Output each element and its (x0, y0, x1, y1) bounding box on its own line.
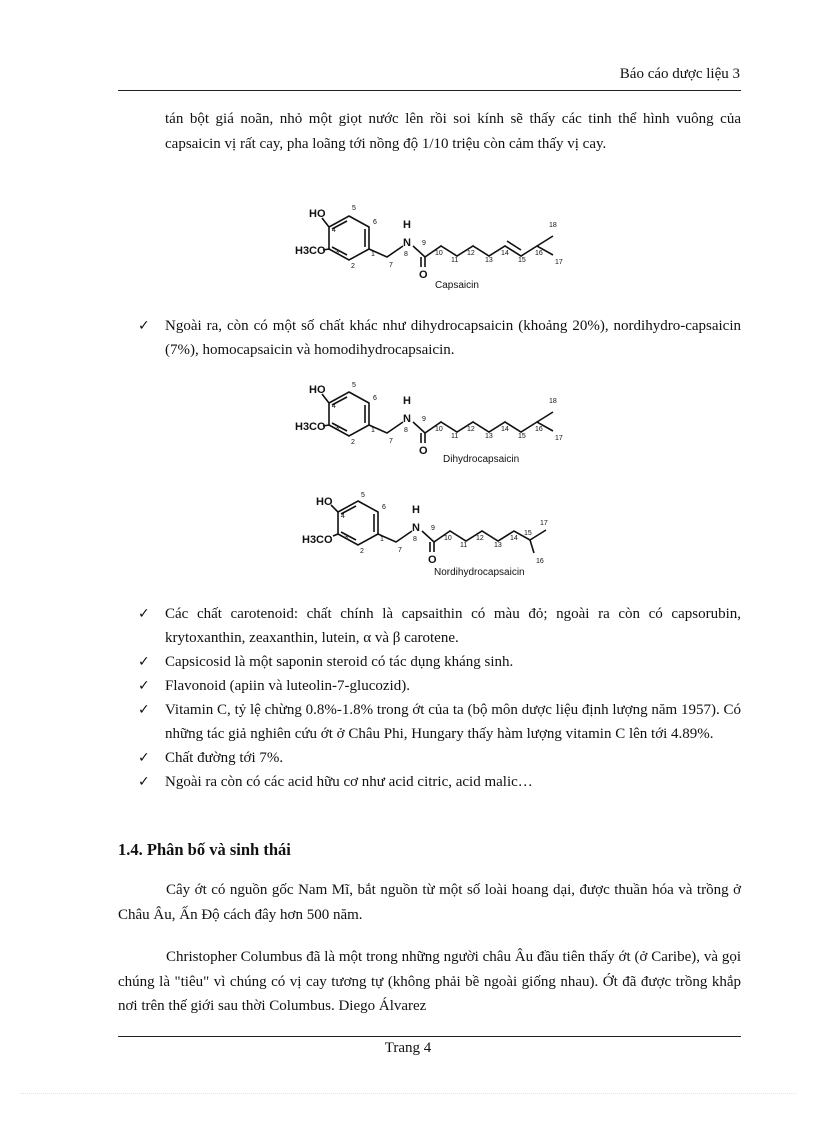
atom-number: 5 (361, 492, 365, 499)
list-item: ✓ Chất đường tới 7%. (138, 746, 741, 770)
atom-number: 9 (422, 416, 426, 423)
nh-n-label: N (403, 237, 411, 249)
h3co-label: H3CO (295, 245, 326, 257)
atom-number: 17 (555, 435, 563, 442)
atom-number: 14 (501, 426, 509, 433)
bullet-list-top (138, 314, 741, 362)
atom-number: 15 (518, 257, 526, 264)
atom-number: 18 (549, 398, 557, 405)
atom-number: 7 (389, 438, 393, 445)
atom-number: 10 (435, 250, 443, 257)
section-paragraph: Christopher Columbus đã là một trong những người châu Âu đầu tiên thấy ớt (ở Caribe), và gọi chúng là "tiêu" vì chúng có vị cay tương tự (không phải bề ngoài giống nhau). Ớt đã được trồng khắp nơi trên thế giới sau thời Columbus. Diego Álvarez (118, 949, 741, 1014)
atom-number: 2 (360, 548, 364, 555)
atom-number: 9 (431, 525, 435, 532)
atom-number: 6 (373, 395, 377, 402)
atom-number: 13 (485, 433, 493, 440)
bullet-list-bottom (138, 602, 741, 794)
atom-number: 13 (494, 542, 502, 549)
structure-caption: Capsaicin (435, 280, 479, 291)
atom-number: 17 (540, 520, 548, 527)
atom-number: 12 (467, 426, 475, 433)
atom-number: 3 (335, 249, 339, 256)
header-rule (118, 90, 741, 91)
atom-number: 4 (332, 227, 336, 234)
check-icon: ✓ (138, 606, 150, 622)
footer-rule (118, 1036, 741, 1037)
atom-number: 5 (352, 382, 356, 389)
atom-number: 14 (510, 535, 518, 542)
atom-number: 14 (501, 250, 509, 257)
atom-number: 17 (555, 259, 563, 266)
h3co-label: H3CO (295, 421, 326, 433)
nh-n-label: N (412, 522, 420, 534)
atom-number: 16 (536, 558, 544, 565)
atom-number: 15 (518, 433, 526, 440)
nh-h-label: H (403, 395, 411, 407)
list-item: ✓ Flavonoid (apiin và luteolin-7-glucozid). (138, 674, 741, 698)
check-icon: ✓ (138, 678, 150, 694)
atom-number: 15 (524, 530, 532, 537)
list-item: ✓ Capsicosid là một saponin steroid có tác dụng kháng sinh. (138, 650, 741, 674)
atom-number: 2 (351, 439, 355, 446)
atom-number: 3 (344, 534, 348, 541)
page-number: Trang 4 (384, 1040, 432, 1056)
carbonyl-o-label: O (428, 554, 437, 566)
dihydrocapsaicin-structure (295, 382, 595, 466)
section-paragraph: Cây ớt có nguồn gốc Nam Mĩ, bắt nguồn từ một số loài hoang dại, được thuần hóa và trồng ở Châu Âu, Ấn Độ cách đây hơn 500 năm. (118, 882, 741, 923)
list-item: ✓ Ngoài ra còn có các acid hữu cơ như acid citric, acid malic… (138, 770, 741, 794)
carbonyl-o-label: O (419, 445, 428, 457)
ho-label: HO (309, 208, 326, 220)
check-icon: ✓ (138, 774, 150, 790)
atom-number: 9 (422, 240, 426, 247)
atom-number: 3 (335, 425, 339, 432)
nh-h-label: H (412, 504, 420, 516)
atom-number: 12 (467, 250, 475, 257)
atom-number: 4 (332, 403, 336, 410)
check-icon: ✓ (138, 750, 150, 766)
atom-number: 1 (371, 251, 375, 258)
h3co-label: H3CO (302, 534, 333, 546)
atom-number: 7 (389, 262, 393, 269)
atom-number: 8 (404, 427, 408, 434)
structure-caption: Nordihydrocapsaicin (434, 567, 525, 577)
list-item: ✓ Vitamin C, tỷ lệ chừng 0.8%-1.8% trong ớt của ta (bộ môn dược liệu định lượng năm 1957). Có những tác giả nghiên cứu ớt ở Châu Phi, Hungary thấy hàm lượng vitamin C lên tới 4.89%. (138, 698, 741, 746)
page-edge-dots (20, 1093, 796, 1094)
list-item: ✓ Ngoài ra, còn có một số chất khác như dihydrocapsaicin (khoảng 20%), nordihydro-capsaicin (7%), homocapsaicin và homodihydrocapsaicin. (138, 314, 741, 362)
atom-number: 11 (451, 257, 459, 264)
atom-number: 11 (451, 433, 459, 440)
atom-number: 18 (549, 222, 557, 229)
atom-number: 2 (351, 263, 355, 270)
nh-n-label: N (403, 413, 411, 425)
carbonyl-o-label: O (419, 269, 428, 281)
ho-label: HO (309, 384, 326, 396)
header-title: Báo cáo dược liệu 3 (619, 66, 740, 82)
atom-number: 6 (382, 504, 386, 511)
atom-number: 1 (380, 536, 384, 543)
atom-number: 11 (460, 542, 468, 549)
check-icon: ✓ (138, 654, 150, 670)
atom-number: 12 (476, 535, 484, 542)
section-heading: 1.4. Phân bố và sinh thái (118, 840, 291, 859)
atom-number: 7 (398, 547, 402, 554)
atom-number: 10 (435, 426, 443, 433)
check-icon: ✓ (138, 318, 150, 334)
nordihydrocapsaicin-structure (300, 491, 590, 577)
nh-h-label: H (403, 219, 411, 231)
ho-label: HO (316, 496, 333, 508)
atom-number: 13 (485, 257, 493, 264)
atom-number: 16 (535, 250, 543, 257)
intro-paragraph: tán bột giá noãn, nhỏ một giọt nước lên rồi soi kính sẽ thấy các tinh thể hình vuông của capsaicin vị rất cay, pha loãng tới nồng độ 1/10 triệu còn cảm thấy vị cay. (165, 111, 741, 152)
atom-number: 1 (371, 427, 375, 434)
list-item: ✓ Các chất carotenoid: chất chính là capsaithin có màu đỏ; ngoài ra còn có capsorubin, krytoxanthin, zeaxanthin, lutein, α và β carotene. (138, 602, 741, 650)
atom-number: 8 (404, 251, 408, 258)
atom-number: 5 (352, 205, 356, 212)
atom-number: 4 (341, 513, 345, 520)
capsaicin-structure (295, 200, 595, 292)
atom-number: 10 (444, 535, 452, 542)
check-icon: ✓ (138, 702, 150, 718)
atom-number: 8 (413, 536, 417, 543)
atom-number: 16 (535, 426, 543, 433)
atom-number: 6 (373, 219, 377, 226)
structure-caption: Dihydrocapsaicin (443, 454, 520, 465)
